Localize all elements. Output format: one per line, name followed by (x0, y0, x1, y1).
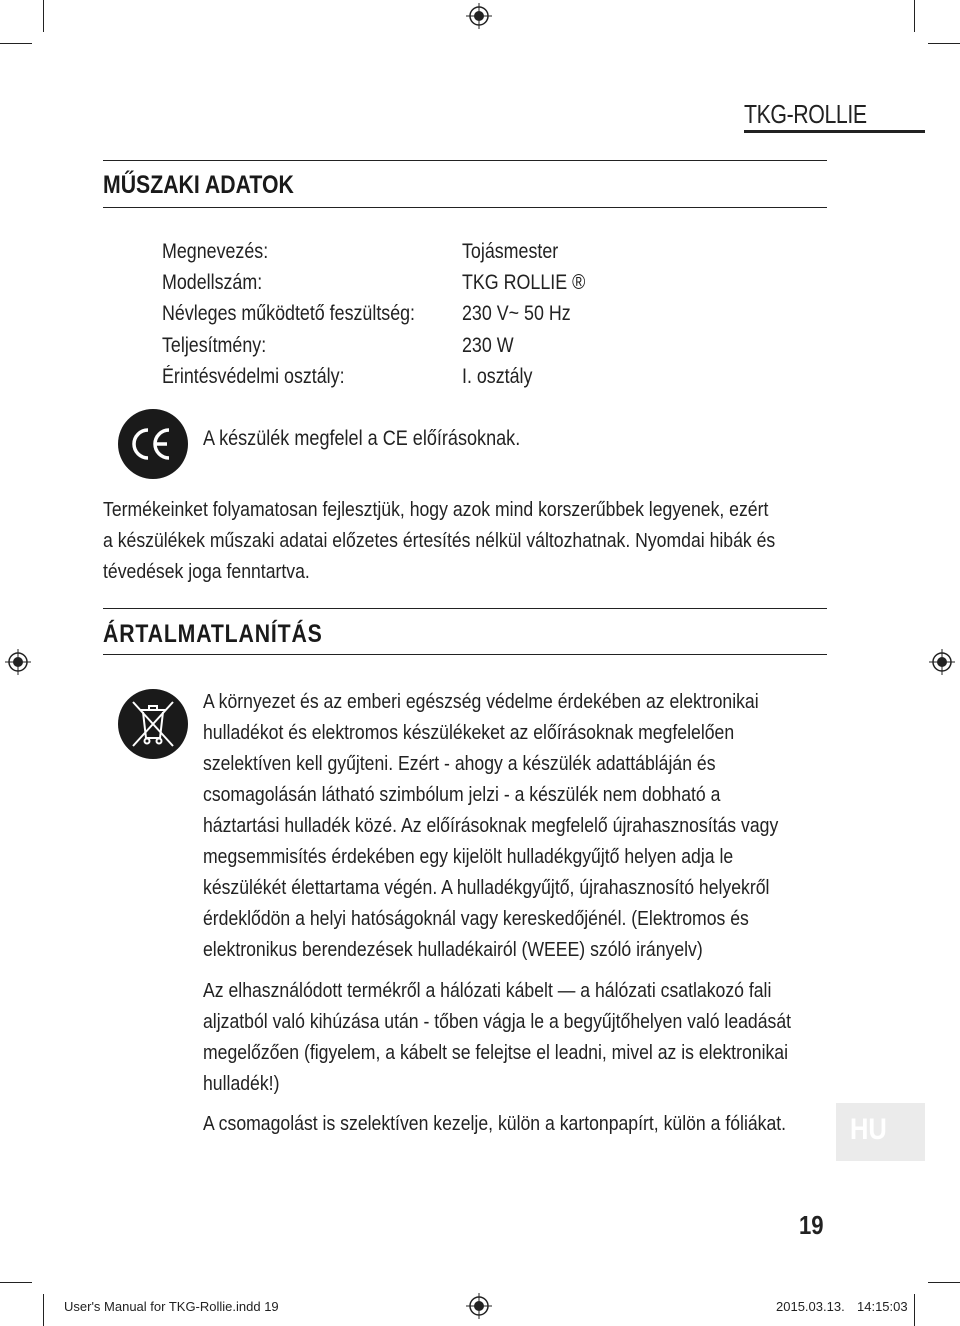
specs-note-line: tévedések joga fenntartva. (103, 560, 310, 583)
spec-label: Teljesítmény: (162, 334, 267, 357)
section-rule-top (103, 160, 827, 161)
crop-mark (0, 43, 32, 44)
disposal-text-line: A környezet és az emberi egészség védelme érdekében az elektronikai (203, 690, 759, 713)
crop-mark (928, 1282, 960, 1283)
spec-label: Megnevezés: (162, 240, 269, 263)
crop-mark (0, 1282, 32, 1283)
ce-compliance-text: A készülék megfelel a CE előírásoknak. (203, 427, 521, 450)
section-rule-top (103, 608, 827, 609)
language-tab-label: HU (850, 1113, 887, 1146)
section-title-specs: MŰSZAKI ADATOK (103, 171, 294, 199)
disposal-text-line: elektronikus berendezések hulladékairól (WEEE) szóló irányelv) (203, 938, 703, 961)
disposal-text-line: hulladék!) (203, 1072, 280, 1095)
spec-value: 230 W (462, 334, 514, 357)
registration-mark-icon (466, 1293, 492, 1319)
spec-label: Névleges működtető feszültség: (162, 302, 416, 325)
crop-mark (914, 1294, 915, 1326)
spec-value: TKG ROLLIE ® (462, 271, 586, 294)
disposal-text-line: érdeklődön a helyi hatóságoknál vagy kereskedőjénél. (Elektromos és (203, 907, 749, 930)
specs-note-line: a készülékek műszaki adatai előzetes értesítés nélkül változhatnak. Nyomdai hibák és (103, 529, 776, 552)
disposal-text-line: háztartási hulladék közé. Az előírásoknak megfelelő újrahasznosítás vagy (203, 814, 779, 837)
disposal-text-line: szelektíven kell gyűjteni. Ezért - ahogy a készülék adattábláján és (203, 752, 716, 775)
section-rule-bottom (103, 207, 827, 208)
document-header-title: TKG-ROLLIE (744, 99, 867, 129)
crop-mark (43, 0, 44, 32)
crop-mark (928, 43, 960, 44)
spec-value: Tojásmester (462, 240, 559, 263)
disposal-text-line: megsemmisítés érdekében egy kijelölt hulladékgyűjtő helyen adja le (203, 845, 734, 868)
ce-mark-icon (117, 408, 189, 480)
specs-note-line: Termékeinket folyamatosan fejlesztjük, hogy azok mind korszerűbbek legyenek, ezért (103, 498, 769, 521)
crop-mark (914, 0, 915, 32)
spec-label: Érintésvédelmi osztály: (162, 365, 345, 388)
disposal-text-line: megelőzően (figyelem, a kábelt se felejtse el leadni, mivel az is elektronikai (203, 1041, 789, 1064)
footer-filename: User's Manual for TKG-Rollie.indd 19 (64, 1299, 279, 1314)
header-underline (744, 130, 925, 133)
disposal-text-line: Az elhasználódott termékről a hálózati kábelt — a hálózati csatlakozó fali (203, 979, 772, 1002)
registration-mark-icon (5, 649, 31, 675)
spec-value: 230 V~ 50 Hz (462, 302, 571, 325)
section-title-disposal: ÁRTALMATLANÍTÁS (103, 620, 323, 648)
disposal-text-line: készülékét élettartama végén. A hulladékgyűjtő, újrahasznosító helyekről (203, 876, 770, 899)
page-number: 19 (799, 1210, 824, 1240)
disposal-paragraph-3: A csomagolást is szelektíven kezelje, külön a kartonpapírt, külön a fóliákat. (203, 1112, 787, 1135)
footer-date: 2015.03.13. (776, 1299, 845, 1314)
spec-label: Modellszám: (162, 271, 263, 294)
section-rule-bottom (103, 654, 827, 655)
crop-mark (43, 1294, 44, 1326)
disposal-text-line: csomagolásán látható szimbólum jelzi - a készülék nem dobható a (203, 783, 721, 806)
crossed-out-bin-icon (117, 688, 189, 760)
footer-time: 14:15:03 (857, 1299, 908, 1314)
registration-mark-icon (466, 3, 492, 29)
spec-value: I. osztály (462, 365, 533, 388)
registration-mark-icon (929, 649, 955, 675)
disposal-text-line: aljzatból való kihúzása után - tőben vágja le a begyűjtőhelyen való leadását (203, 1010, 792, 1033)
disposal-text-line: hulladékot és elektromos készülékeket az előírásoknak megfelelően (203, 721, 735, 744)
